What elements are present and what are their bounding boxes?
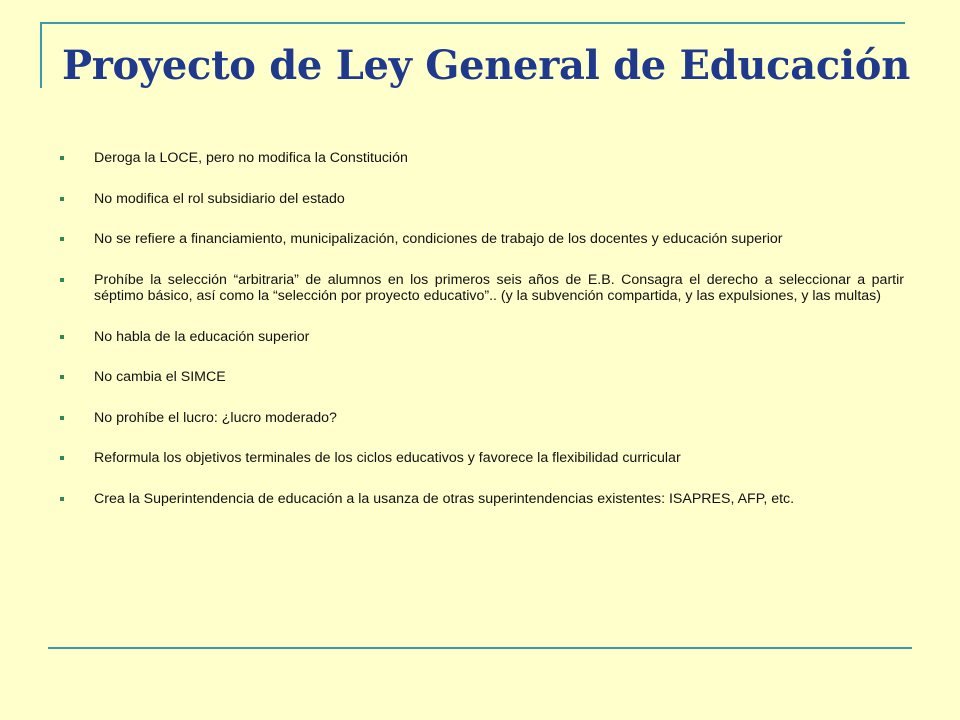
bullet-item <box>58 450 904 467</box>
square-bullet-icon <box>60 197 64 201</box>
bullet-text: No modifica el rol subsidiario del estado <box>94 190 345 207</box>
bullet-item <box>58 410 904 427</box>
square-bullet-icon <box>60 375 64 379</box>
bullet-text: Deroga la LOCE, pero no modifica la Constitución <box>94 150 408 166</box>
bullet-item <box>58 329 904 346</box>
bullet-list <box>58 150 904 507</box>
frame-top-line <box>40 22 905 24</box>
bullet-text: Reformula los objetivos terminales de los ciclos educativos y favorece la flexibilidad curricular <box>94 450 681 466</box>
square-bullet-icon <box>60 278 64 282</box>
square-bullet-icon <box>60 416 64 420</box>
bullet-item <box>58 491 904 508</box>
bullet-text: No se refiere a financiamiento, municipalización, condiciones de trabajo de los docentes y educación superior <box>94 231 783 247</box>
frame-left-line <box>40 22 42 88</box>
bullet-text: No habla de la educación superior <box>94 328 310 345</box>
bullet-item <box>58 191 904 208</box>
square-bullet-icon <box>60 456 64 460</box>
bullet-item <box>58 369 904 386</box>
square-bullet-icon <box>60 156 64 160</box>
bullet-item <box>58 150 904 167</box>
bullet-item <box>58 231 904 248</box>
slide-title: Proyecto de Ley General de Educación <box>62 42 910 89</box>
square-bullet-icon <box>60 497 64 501</box>
square-bullet-icon <box>60 335 64 339</box>
bullet-text: Crea la Superintendencia de educación a la usanza de otras superintendencias existentes: ISAPRES, AFP, etc. <box>94 490 795 507</box>
frame-bottom-line <box>48 647 912 649</box>
bullet-item <box>58 272 904 305</box>
square-bullet-icon <box>60 237 64 241</box>
bullet-text: No cambia el SIMCE <box>94 369 226 385</box>
bullet-text: No prohíbe el lucro: ¿lucro moderado? <box>94 409 337 426</box>
bullet-text: Prohíbe la selección “arbitraria” de alumnos en los primeros seis años de E.B. Consagra el derecho a seleccionar a partir séptimo básico, así como la “selección por proyecto educativo”.. (y la subvención compartida, y las expulsiones, y las multas) <box>94 271 904 304</box>
